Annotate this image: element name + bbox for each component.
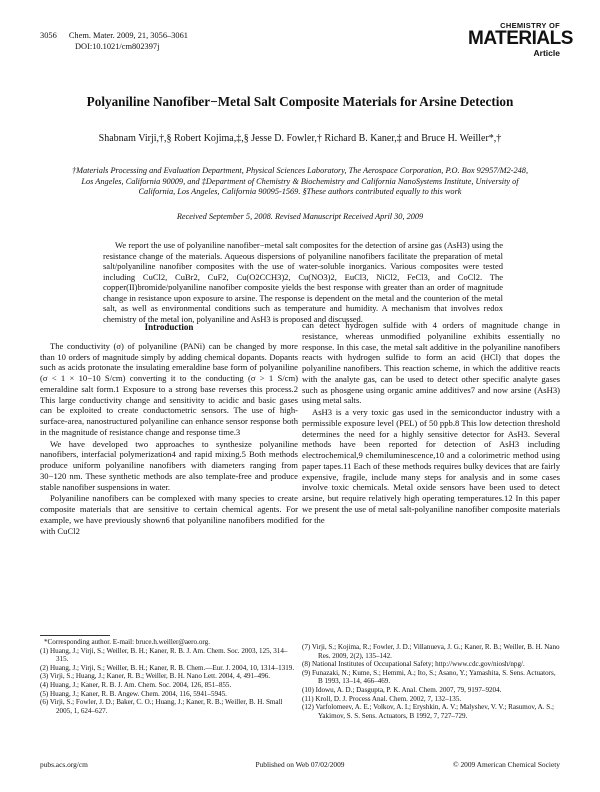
reference-item: (9) Funazaki, N.; Kume, S.; Hemmi, A.; Ito, S.; Asano, Y.; Yamashita, S. Sens. Actuators, B 1993, 13–14, 466–469. bbox=[302, 668, 556, 686]
reference-item: (6) Virji, S.; Fowler, J. D.; Baker, C. O.; Huang, J.; Kaner, R. B.; Weiller, B. H. Small 2005, 1, 624–627. bbox=[40, 698, 283, 715]
running-header bbox=[40, 30, 188, 52]
logo-line-2: MATERIALS bbox=[468, 28, 573, 49]
corresponding-author-note: *Corresponding author. E-mail: bruce.h.weiller@aero.org. bbox=[44, 638, 210, 646]
paragraph: We have developed two approaches to synthesize polyaniline nanofibers, interfacial polymerization4 and rapid mixing.5 Both methods produce uniform polyaniline nanofibers with diameters ranging from 30−120 nm. These synthetic methods are also template-free and produce stable nanofiber suspensions in water. bbox=[40, 438, 298, 492]
left-column bbox=[40, 318, 298, 537]
footer-publication-date: Published on Web 07/02/2009 bbox=[255, 760, 345, 769]
right-column bbox=[302, 320, 560, 526]
paragraph: AsH3 is a very toxic gas used in the semiconductor industry with a permissible exposure level (PEL) of 50 ppb.8 This low detection threshold determines the need for a highly sensitive detector for AsH3. Several methods have been reported for detection of AsH3 including electrochemical,9 chemiluminescence,10 and a colorimetric method using paper tapes.11 Each of these methods requires bulky devices that are fairly expensive, fragile, include many steps for analysis and in some cases involve toxic chemicals. Metal oxide sensors have been used to detect arsine, but require relatively high operating temperatures.12 In this paper we present the use of metal salt-polyaniline nanofiber composite materials for the bbox=[302, 407, 560, 525]
reference-item: (12) Varfolomeev, A. E.; Volkov, A. I.; Eryshkin, A. V.; Malyshev, V. V.; Rasumov, A. S.; Yakimov, S. S. Sens. Actuators, B 1992, 7, 727–729. bbox=[302, 703, 554, 720]
references-right bbox=[302, 643, 560, 720]
footer-journal-url[interactable]: pubs.acs.org/cm bbox=[40, 760, 88, 769]
article-title: Polyaniline Nanofiber−Metal Salt Composite Materials for Arsine Detection bbox=[86, 94, 514, 109]
affiliations: †Materials Processing and Evaluation Department, Physical Sciences Laboratory, The Aerospace Corporation, P.O. Box 92957/M2-248, Los Angeles, California 90009, and ‡Department of Chemistry & Biochemistry and California NanoSystems Institute, University of California, Los Angeles, California 90095-1569. §These authors contributed equally to this work bbox=[71, 166, 529, 197]
reference-item: (10) Idowu, A. D.; Dasgupta, P. K. Anal. Chem. 2007, 79, 9197–9204. bbox=[302, 685, 502, 694]
paragraph: can detect hydrogen sulfide with 4 orders of magnitude change in resistance, whereas unmodified polyaniline exhibits essentially no response. In this case, the metal salt additive in the polyaniline nanofibers reacts with hydrogen sulfide to form an acid (HCl) that dopes the polyaniline nanofibers. This reaction scheme, in which the additive reacts with the analyte gas, can be used to detect other specific analyte gases such as phosgene using organic amine additives7 and now arsine (AsH3) using metal salts. bbox=[302, 320, 560, 406]
author-list: Shabnam Virji,†,§ Robert Kojima,‡,§ Jesse D. Fowler,† Richard B. Kaner,‡ and Bruce H. Weiller*,† bbox=[98, 133, 502, 144]
article-type-label: Article bbox=[533, 48, 560, 58]
abstract: We report the use of polyaniline nanofiber−metal salt composites for the detection of arsine gas (AsH3) using the resistance change of the materials. Aqueous dispersions of polyaniline nanofibers facilitate the preparation of metal salt/polyaniline nanofiber composites with the use of water-soluble inorganics. Various composites were tested including CuCl2, CuBr2, CuF2, Cu(O2CCH3)2, Cu(NO3)2, EuCl3, NiCl2, FeCl3, and CoCl2. The copper(II)bromide/polyaniline nanofiber composite yields the best response with greater than an order of magnitude change in resistance upon exposure to arsine. The response is dependent on the metal and the counterion of the metal salt, as well as environmental conditions such as temperature and humidity. A mechanism that involves redox chemistry of the metal ion, polyaniline and AsH3 is proposed and discussed. bbox=[103, 240, 503, 324]
logo-line-1: CHEMISTRY OF bbox=[500, 21, 560, 30]
reference-item[interactable]: (8) National Institutes of Occupational Safety; http://www.cdc.gov/niosh/npg/. bbox=[302, 660, 525, 669]
reference-item: (5) Huang, J.; Kaner, R. B. Angew. Chem. 2004, 116, 5941–5945. bbox=[40, 689, 227, 698]
reference-item: (1) Huang, J.; Virji, S.; Weiller, B. H.; Kaner, R. B. J. Am. Chem. Soc. 2003, 125, 314–315. bbox=[40, 646, 288, 664]
reference-item: (2) Huang, J.; Virji, S.; Weiller, B. H.; Kaner, R. B. Chem.—Eur. J. 2004, 10, 1314–1319. bbox=[40, 663, 295, 672]
reference-item: (11) Kroll, D. J. Process Anal. Chem. 2002, 7, 132–135. bbox=[302, 694, 462, 703]
references-left bbox=[40, 638, 298, 715]
section-heading-introduction: Introduction bbox=[144, 322, 194, 332]
doi-link[interactable]: DOI:10.1021/cm802397j bbox=[75, 42, 160, 51]
journal-logo bbox=[468, 21, 573, 58]
received-dates: Received September 5, 2008. Revised Manuscript Received April 30, 2009 bbox=[176, 212, 424, 221]
paragraph: Polyaniline nanofibers can be complexed with many species to create composite materials that are sensitive to certain chemical agents. For example, we have previously shown6 that polyaniline nanofibers modified with CuCl2 bbox=[40, 493, 298, 536]
reference-item: (3) Virji, S.; Huang, J.; Kaner, R. B.; Weiller, B. H. Nano Lett. 2004, 4, 491–496. bbox=[40, 672, 271, 681]
journal-citation: Chem. Mater. 2009, 21, 3056–3061 bbox=[68, 31, 188, 40]
reference-item: (4) Huang, J.; Kaner, R. B. J. Am. Chem. Soc. 2004, 126, 851–855. bbox=[40, 680, 232, 689]
page-number: 3056 bbox=[40, 31, 57, 40]
footer-copyright: © 2009 American Chemical Society bbox=[452, 760, 560, 769]
reference-item: (7) Virji, S.; Kojima, R.; Fowler, J. D.; Villanueva, J. G.; Kaner, R. B.; Weiller, B. H. Nano Res. 2009, 2(2), 135–142. bbox=[302, 643, 560, 660]
footnote-divider bbox=[40, 635, 110, 636]
paragraph: The conductivity (σ) of polyaniline (PANi) can be changed by more than 10 orders of magnitude simply by adding chemical dopants. Dopants such as acids protonate the insulating emeraldine base form of polyaniline (σ < 1 × 10−10 S/cm) converting it to the conducting (σ > 1 S/cm) emeraldine salt form.1 Exposure to a strong base reverses this process.2 This large conductivity change and sensitivity to acidic and basic gases can be exploited to create conductometric sensors. The use of high-surface-area, nanostructured polyaniline can enhance sensor response both in the magnitude of resistance change and response time.3 bbox=[40, 340, 298, 437]
